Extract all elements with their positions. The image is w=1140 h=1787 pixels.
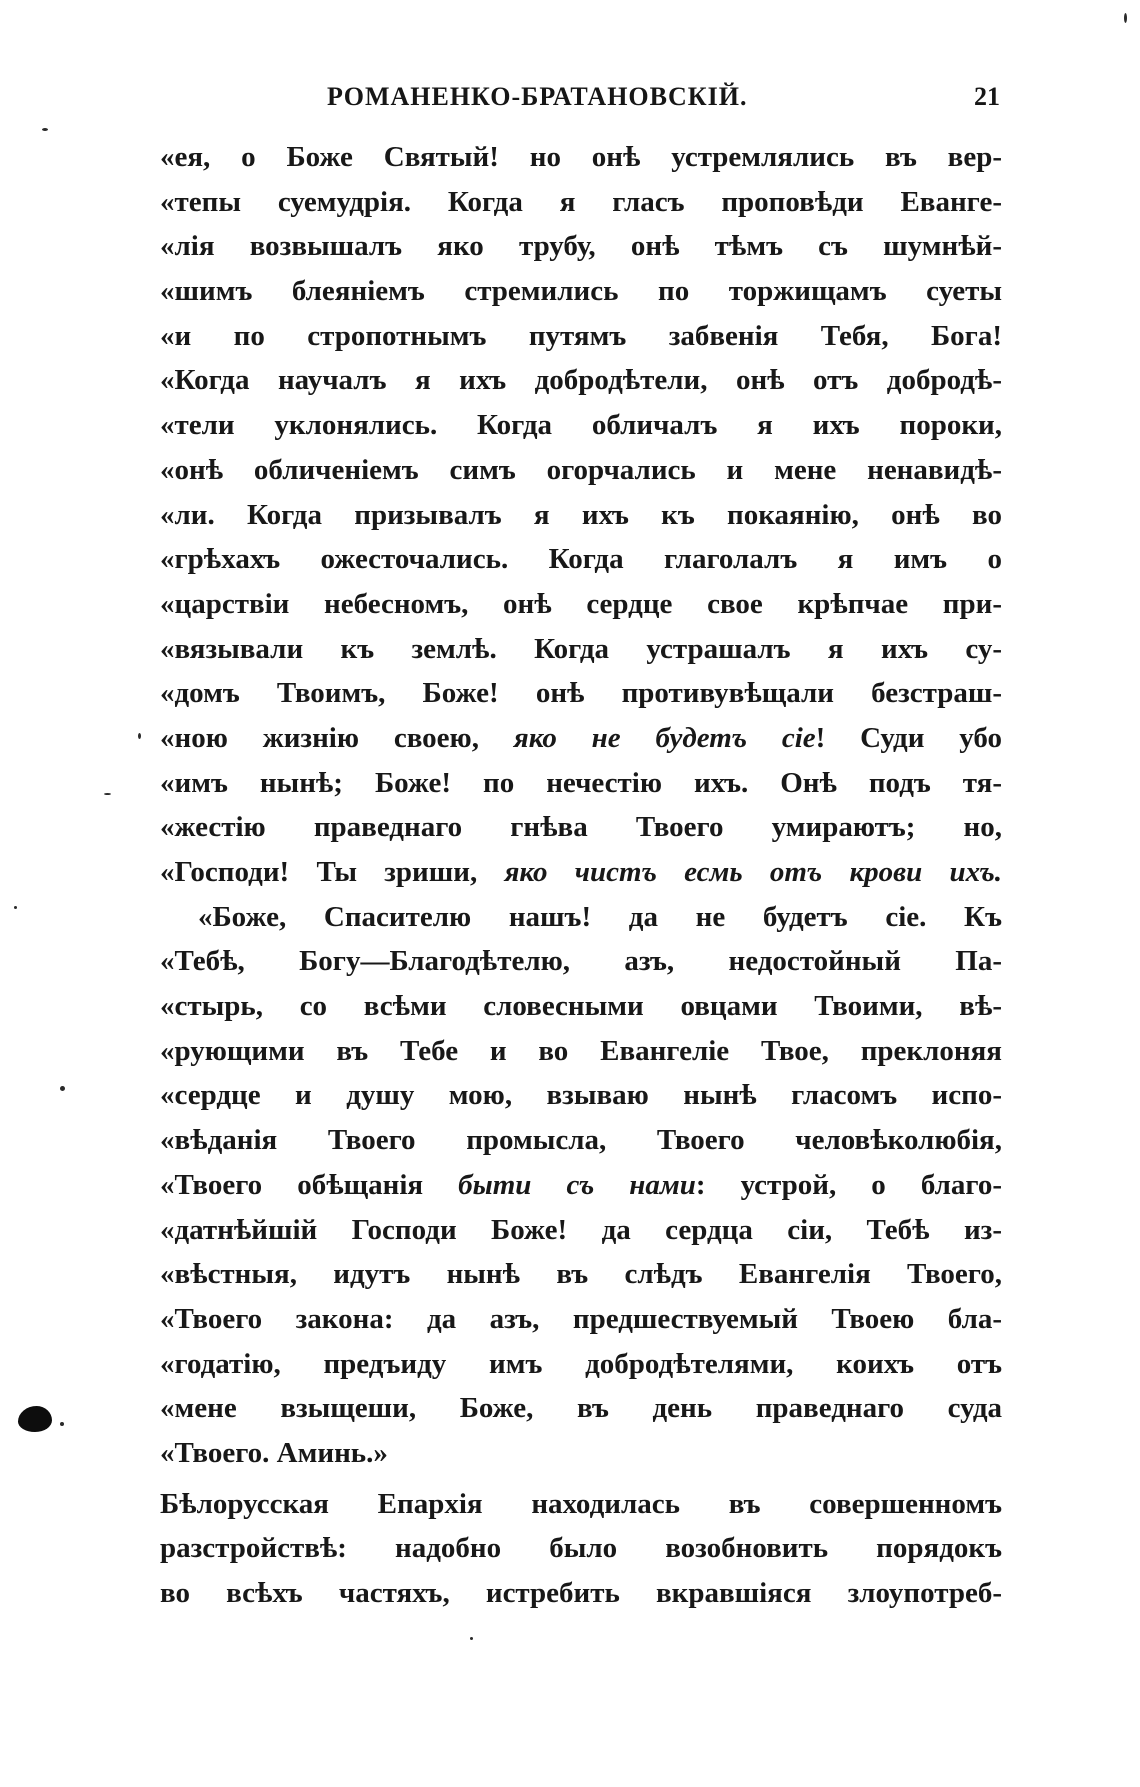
text-line: «вѣданія Твоего промысла, Твоего человѣколюбія, (160, 1124, 1002, 1157)
text-line-mixed (160, 1163, 1002, 1208)
page-number: 21 (974, 82, 1000, 111)
text-line: «онѣ обличеніемъ симъ огорчались и мене ненавидѣ- (160, 453, 1002, 486)
text-line: «Когда научалъ я ихъ добродѣтели, онѣ отъ добродѣ- (160, 364, 1002, 397)
paragraph-first-line: «Боже, Спасителю нашъ! да не будетъ сіе. Къ (198, 900, 1002, 933)
text-line: «вѣстныя, идутъ нынѣ въ слѣдъ Евангелія Твоего, (160, 1258, 1002, 1291)
ink-speck (14, 906, 17, 909)
text-line: «жестію праведнаго гнѣва Твоего умираютъ; но, (160, 811, 1002, 844)
text-run: «Твоего обѣщанія (160, 1168, 459, 1201)
text-line: во всѣхъ частяхъ, истребить вкравшіяся злоупотреб- (160, 1577, 1002, 1609)
ink-blot (18, 1406, 52, 1432)
ink-speck (104, 793, 111, 795)
paragraph-first-line: Бѣлорусская Епархія находилась въ совершенномъ (160, 1487, 1002, 1520)
text-line: «ея, о Боже Святый! но онѣ устремлялись въ вер- (160, 141, 1002, 173)
text-run: : устрой, о благо- (695, 1168, 1002, 1201)
ink-speck (60, 1086, 65, 1091)
text-line: «домъ Твоимъ, Боже! онѣ противувѣщали безстраш- (160, 677, 1002, 710)
italic-run: быти съ нами (458, 1168, 696, 1201)
running-title: РОМАНЕНКО-БРАТАНОВСКІЙ. (327, 82, 748, 111)
italic-run: яко чистъ есмь отъ крови ихъ. (504, 856, 1002, 888)
body-text (160, 135, 1002, 1616)
text-line: разстройствѣ: надобно было возобновить порядокъ (160, 1532, 1002, 1565)
text-line: «вязывали къ землѣ. Когда устрашалъ я ихъ су- (160, 632, 1002, 665)
paragraph-last-line: «Твоего. Аминь.» (160, 1436, 388, 1469)
text-line: «рующими въ Тебе и во Евангеліе Твое, преклоняя (160, 1034, 1002, 1067)
text-line: «годатію, предъиду имъ добродѣтелями, коихъ отъ (160, 1347, 1002, 1380)
text-line: «мене взыщеши, Боже, въ день праведнаго суда (160, 1392, 1002, 1425)
text-line: «Твоего закона: да азъ, предшествуемый Твоею бла- (160, 1302, 1002, 1335)
text-line: «ли. Когда призывалъ я ихъ къ покаянію, онѣ во (160, 498, 1002, 531)
text-line: «сердце и душу мою, взываю нынѣ гласомъ испо- (160, 1079, 1002, 1112)
text-line: «имъ нынѣ; Боже! по нечестію ихъ. Онѣ подъ тя- (160, 766, 1002, 799)
text-line: «шимъ блеяніемъ стремились по торжищамъ суеты (160, 275, 1002, 308)
text-run: «ною жизнію своею, (160, 721, 514, 754)
ink-speck (138, 733, 141, 739)
text-line: «Тебѣ, Богу—Благодѣтелю, азъ, недостойный Па- (160, 945, 1002, 978)
text-line-mixed (160, 716, 1002, 761)
text-line: «датнѣйшій Господи Боже! да сердца сіи, Тебѣ из- (160, 1213, 1002, 1246)
text-run: ! Суди убо (815, 721, 1002, 754)
ink-speck (470, 1637, 473, 1640)
text-line-mixed (160, 850, 1002, 895)
text-line: «и по стропотнымъ путямъ забвенія Тебя, Бога! (160, 319, 1002, 352)
ink-speck (42, 128, 48, 131)
running-head (162, 82, 1000, 122)
ink-speck (1124, 13, 1127, 23)
ink-speck (60, 1422, 64, 1426)
text-run: «Господи! Ты зриши, (160, 856, 505, 888)
text-line: «тели уклонялись. Когда обличалъ я ихъ пороки, (160, 409, 1002, 442)
text-line: «царствіи небесномъ, онѣ сердце свое крѣпчае при- (160, 587, 1002, 620)
text-line: «стырь, со всѣми словесными овцами Твоими, вѣ- (160, 990, 1002, 1023)
text-line: «лія возвышалъ яко трубу, онѣ тѣмъ съ шумнѣй- (160, 230, 1002, 263)
text-line: «грѣхахъ ожесточались. Когда глаголалъ я имъ о (160, 543, 1002, 576)
text-line: «тепы суемудрія. Когда я гласъ проповѣди Еванге- (160, 185, 1002, 218)
italic-run: яко не будетъ сіе (513, 721, 816, 754)
